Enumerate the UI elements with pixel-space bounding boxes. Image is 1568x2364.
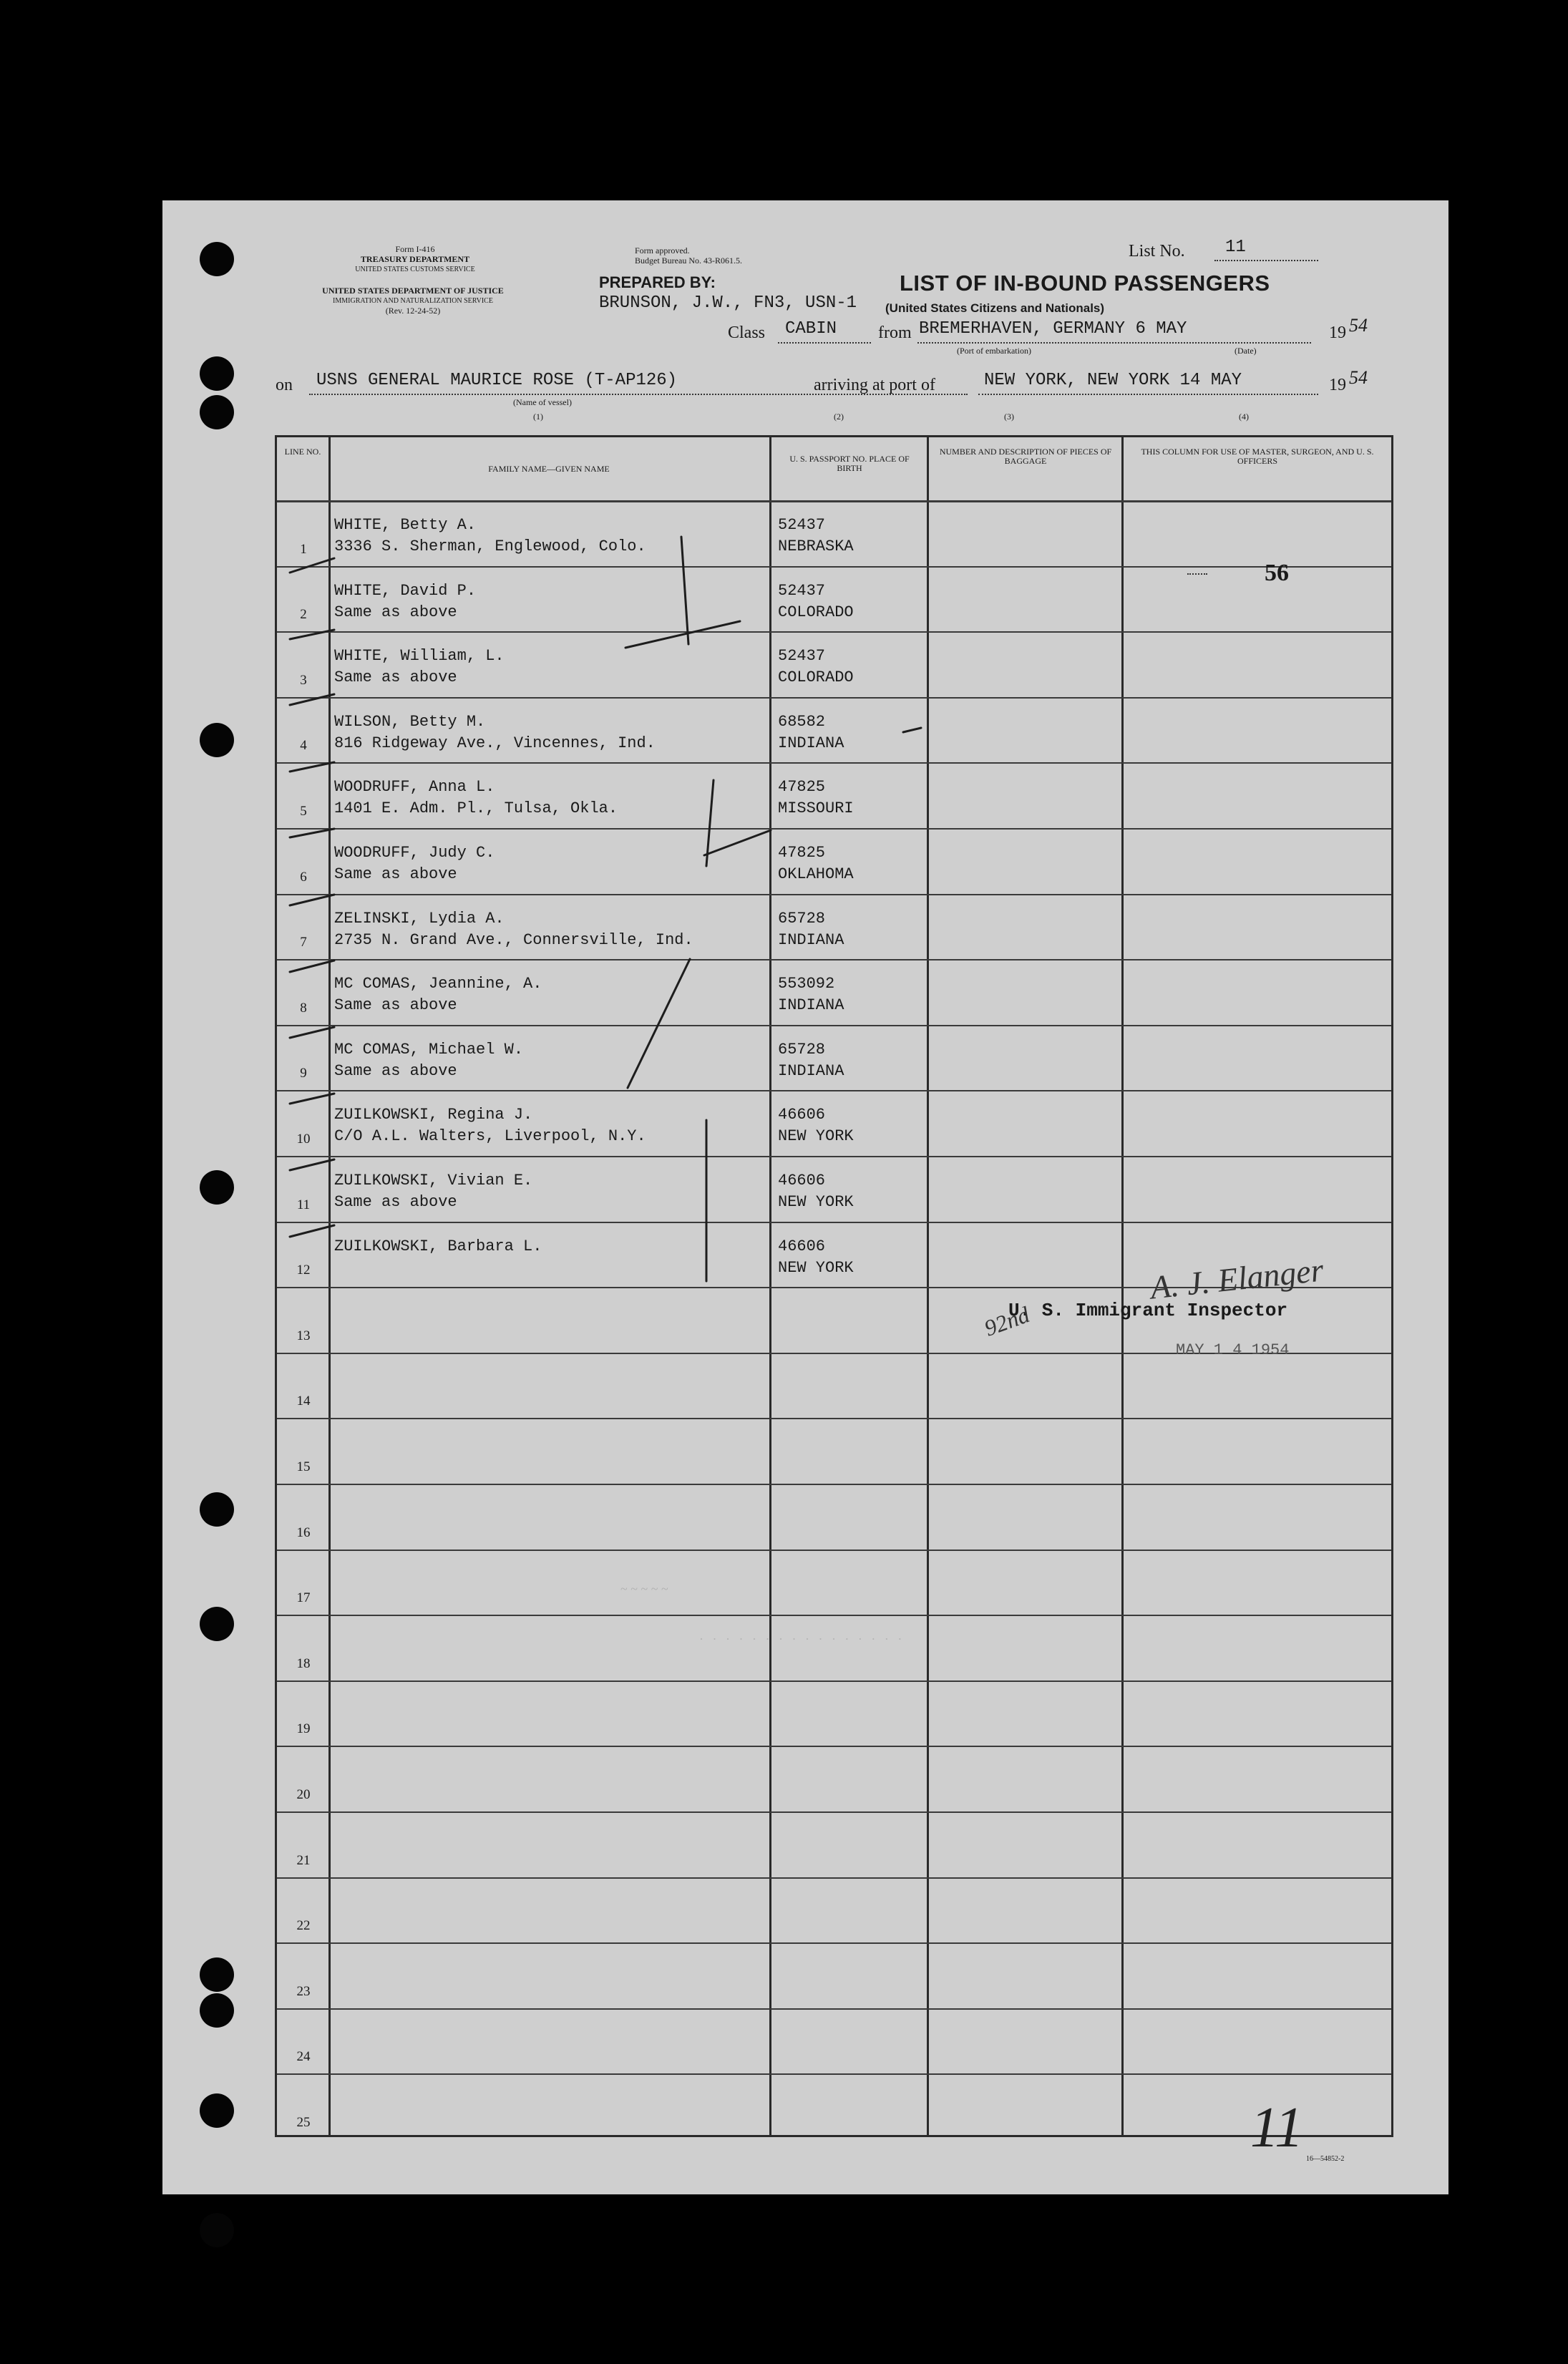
year-prefix: 19 [1329, 324, 1346, 342]
passport-number: 46606 [778, 1172, 826, 1190]
passport-number: 52437 [778, 647, 826, 666]
passport-number: 46606 [778, 1106, 826, 1124]
line-number: 12 [296, 1263, 311, 1278]
treasury-dept: TREASURY DEPARTMENT [360, 254, 470, 264]
line-number: 19 [296, 1721, 311, 1737]
year-prefix: 19 [1329, 376, 1346, 394]
place-of-birth: INDIANA [778, 1061, 844, 1080]
revision: (Rev. 12-24-52) [385, 306, 441, 316]
place-of-birth: NEBRASKA [778, 538, 854, 555]
passenger-name: ZUILKOWSKI, Regina J. [334, 1106, 533, 1124]
passenger-name: WOODRUFF, Judy C. [334, 844, 495, 862]
col-number: (2) [834, 412, 844, 422]
place-of-birth: MISSOURI [778, 799, 854, 818]
justice-dept: UNITED STATES DEPARTMENT OF JUSTICE [322, 286, 504, 296]
passenger-name: ZELINSKI, Lydia A. [334, 909, 505, 928]
passport-number: 52437 [778, 581, 826, 600]
place-of-birth: INDIANA [778, 930, 844, 949]
passport-number: 47825 [778, 778, 826, 797]
passenger-name: MC COMAS, Jeannine, A. [334, 975, 542, 993]
form-approved: Form approved. [635, 245, 690, 256]
header-line-no: LINE NO. [284, 447, 321, 457]
passenger-name: WOODRUFF, Anna L. [334, 778, 495, 797]
line-number: 16 [296, 1524, 311, 1540]
passenger-address: C/O A.L. Walters, Liverpool, N.Y. [334, 1127, 646, 1146]
passenger-name: ZUILKOWSKI, Vivian E. [334, 1172, 533, 1190]
passenger-address: Same as above [334, 603, 457, 621]
class-label: Class [728, 324, 766, 342]
form-code: 16—54852-2 [1306, 2155, 1345, 2163]
line-number: 7 [300, 935, 307, 950]
prepared-by-value: BRUNSON, J.W., FN3, USN-1 [599, 293, 857, 313]
place-of-birth: COLORADO [778, 603, 854, 621]
passenger-name: MC COMAS, Michael W. [334, 1040, 524, 1059]
from-label: from [878, 324, 912, 342]
passenger-address: Same as above [334, 668, 457, 687]
page-title: LIST OF IN-BOUND PASSENGERS [900, 271, 1270, 296]
passport-number: 65728 [778, 909, 826, 928]
vessel-caption: (Name of vessel) [513, 397, 572, 407]
pencil-marks [162, 200, 1448, 2194]
line-number: 5 [300, 804, 307, 819]
place-of-birth: INDIANA [778, 996, 844, 1015]
ins-service: IMMIGRATION AND NATURALIZATION SERVICE [333, 297, 493, 305]
line-number: 3 [300, 672, 307, 688]
passenger-address: 1401 E. Adm. Pl., Tulsa, Okla. [334, 799, 618, 818]
passenger-name: WHITE, William, L. [334, 647, 505, 666]
line-number: 17 [296, 1590, 311, 1606]
passenger-address: 3336 S. Sherman, Englewood, Colo. [334, 538, 646, 555]
prepared-by-label: PREPARED BY: [599, 273, 716, 291]
page-subtitle: (United States Citizens and Nationals) [885, 301, 1105, 315]
passport-number: 553092 [778, 975, 835, 993]
line-number: 21 [296, 1852, 311, 1868]
line-number: 22 [296, 1918, 311, 1934]
place-of-birth: NEW YORK [778, 1193, 854, 1211]
passport-number: 47825 [778, 844, 826, 862]
budget-bureau: Budget Bureau No. 43-R061.5. [635, 256, 742, 266]
on-label: on [276, 376, 293, 394]
passport-number: 52437 [778, 516, 826, 534]
inspector-signature: A. J. Elanger [1148, 1251, 1325, 1306]
place-of-birth: OKLAHOMA [778, 865, 854, 883]
line-number: 14 [296, 1393, 311, 1409]
passenger-address: Same as above [334, 996, 457, 1015]
line-number: 24 [296, 2049, 311, 2065]
header-baggage: NUMBER AND DESCRIPTION OF PIECES OF BAGGAGE [939, 447, 1112, 466]
passenger-address: Same as above [334, 865, 457, 883]
form-number: Form I-416 [395, 244, 435, 254]
year-value: 54 [1349, 315, 1368, 336]
manifest-page [162, 200, 1448, 2194]
line-number: 18 [296, 1655, 311, 1671]
line-number: 20 [296, 1787, 311, 1802]
passenger-address: 816 Ridgeway Ave., Vincennes, Ind. [334, 734, 656, 752]
passenger-address: Same as above [334, 1061, 457, 1080]
col-number: (3) [1004, 412, 1014, 422]
place-of-birth: INDIANA [778, 734, 844, 752]
inspector-initial: 92nd [980, 1301, 1033, 1341]
from-value: BREMERHAVEN, GERMANY 6 MAY [919, 319, 1187, 339]
port-embark-caption: (Port of embarkation) [957, 346, 1031, 356]
header-officers: THIS COLUMN FOR USE OF MASTER, SURGEON, AND U. S. OFFICERS [1141, 447, 1374, 466]
officer-note: 56 [1265, 560, 1289, 586]
line-number: 9 [300, 1066, 307, 1081]
list-no-label: List No. [1129, 242, 1185, 261]
line-number: 13 [296, 1328, 311, 1343]
bleed-through: · · · · · · · · · · · · · · · · [699, 1632, 905, 1646]
arriving-label: arriving at port of [814, 376, 935, 394]
passport-number: 68582 [778, 712, 826, 731]
line-number: 4 [300, 738, 307, 754]
vessel-name: USNS GENERAL MAURICE ROSE (T-AP126) [316, 371, 678, 390]
class-value: CABIN [785, 319, 837, 339]
passenger-name: ZUILKOWSKI, Barbara L. [334, 1237, 542, 1255]
col-number: (4) [1239, 412, 1249, 422]
line-number: 8 [300, 1000, 307, 1016]
punch-hole [200, 2213, 234, 2247]
header-passport: U. S. PASSPORT NO. PLACE OF BIRTH [789, 454, 910, 473]
passenger-address: Same as above [334, 1193, 457, 1211]
footer-mark: 11 [1250, 2096, 1304, 2159]
line-number: 15 [296, 1459, 311, 1474]
line-number: 6 [300, 869, 307, 885]
arrival-value: NEW YORK, NEW YORK 14 MAY [984, 371, 1242, 390]
place-of-birth: NEW YORK [778, 1127, 854, 1146]
header-name: FAMILY NAME—GIVEN NAME [488, 464, 610, 474]
line-number: 25 [296, 2115, 311, 2130]
passenger-name: WHITE, David P. [334, 581, 477, 600]
list-no-value: 11 [1225, 238, 1246, 257]
place-of-birth: COLORADO [778, 668, 854, 687]
inspector-stamp: U. S. Immigrant Inspector [1008, 1300, 1288, 1321]
col-number: (1) [533, 412, 543, 422]
line-number: 2 [300, 607, 307, 623]
line-number: 1 [300, 541, 307, 557]
stamp-date: MAY 1 4 1954 [1176, 1341, 1290, 1359]
year-value: 54 [1349, 367, 1368, 388]
line-number: 23 [296, 1983, 311, 1999]
bleed-through: ~ ~ ~ ~ ~ [620, 1582, 668, 1596]
date-caption: (Date) [1235, 346, 1257, 356]
passport-number: 46606 [778, 1237, 826, 1255]
line-number: 10 [296, 1132, 311, 1147]
customs-service: UNITED STATES CUSTOMS SERVICE [355, 266, 475, 273]
passport-number: 65728 [778, 1040, 826, 1059]
passenger-name: WHITE, Betty A. [334, 516, 477, 534]
passenger-name: WILSON, Betty M. [334, 712, 486, 731]
passenger-address: 2735 N. Grand Ave., Connersville, Ind. [334, 930, 693, 949]
place-of-birth: NEW YORK [778, 1258, 854, 1277]
line-number: 11 [296, 1197, 311, 1212]
